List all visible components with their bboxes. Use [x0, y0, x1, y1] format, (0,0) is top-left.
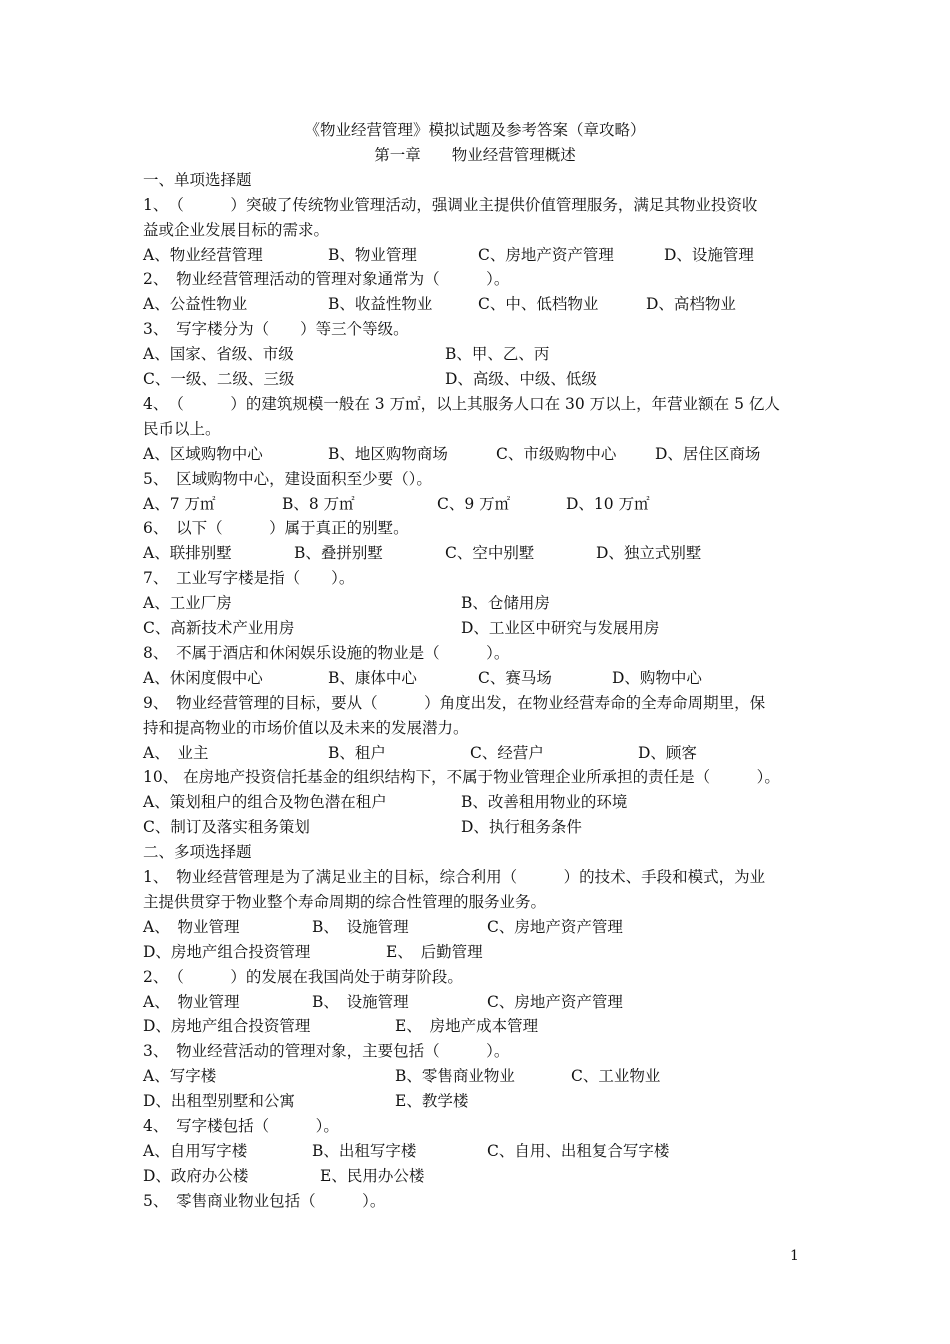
answer-option: C、中、低档物业	[478, 295, 599, 314]
answer-option: D、出租型别墅和公寓	[143, 1092, 295, 1111]
answer-option: C、赛马场	[478, 668, 552, 687]
question-text: 3、 写字楼分为（ ）等三个等级。	[143, 320, 409, 339]
answer-option: B、甲、乙、丙	[445, 345, 550, 364]
question-text: 6、 以下（ ）属于真正的别墅。	[143, 519, 409, 538]
answer-option: B、地区购物商场	[328, 444, 448, 463]
answer-option: D、居住区商场	[655, 444, 761, 463]
answer-option: A、 物业管理	[143, 917, 240, 936]
question-text: 3、 物业经营活动的管理对象，主要包括（ ）。	[143, 1042, 510, 1061]
answer-option: D、房地产组合投资管理	[143, 1017, 311, 1036]
answer-option: D、设施管理	[664, 245, 754, 264]
answer-option: B、 设施管理	[312, 992, 409, 1011]
answer-option: D、高档物业	[646, 295, 736, 314]
answer-option: D、购物中心	[612, 668, 702, 687]
question-text: 8、 不属于酒店和休闲娱乐设施的物业是（ ）。	[143, 643, 510, 662]
answer-option: B、康体中心	[328, 668, 417, 687]
answer-option: A、公益性物业	[143, 295, 248, 314]
answer-option: E、 房地产成本管理	[395, 1017, 539, 1036]
answer-option: D、执行租务条件	[461, 818, 582, 837]
answer-option: C、工业物业	[571, 1067, 661, 1086]
answer-option: D、政府办公楼	[143, 1166, 249, 1185]
answer-option: D、独立式别墅	[596, 544, 702, 563]
question-text: 1、 （ ）突破了传统物业管理活动，强调业主提供价值管理服务，满足其物业投资收	[143, 195, 758, 214]
answer-option: B、8 万㎡	[282, 494, 355, 513]
answer-option: D、房地产组合投资管理	[143, 942, 311, 961]
answer-option: C、经营户	[470, 743, 544, 762]
page-number: 1	[790, 1248, 799, 1264]
question-text: 4、 （ ）的建筑规模一般在 3 万㎡，以上其服务人口在 30 万以上，年营业额在 5 亿人	[143, 394, 780, 413]
answer-option: C、房地产资产管理	[487, 917, 623, 936]
answer-option: E、教学楼	[395, 1092, 469, 1111]
answer-option: B、仓储用房	[461, 594, 550, 613]
answer-option: B、租户	[328, 743, 386, 762]
answer-option: C、一级、二级、三级	[143, 370, 295, 388]
answer-option: A、联排别墅	[143, 544, 232, 563]
question-text: 2、 物业经营管理活动的管理对象通常为（ ）。	[143, 270, 510, 289]
question-text: 7、 工业写字楼是指（ ）。	[143, 569, 355, 588]
answer-option: A、策划租户的组合及物色潜在租户	[143, 793, 387, 812]
answer-option: B、改善租用物业的环境	[461, 793, 628, 812]
question-text: 主提供贯穿于物业整个寿命周期的综合性管理的服务业务。	[143, 892, 547, 911]
question-text: 2、 （ ）的发展在我国尚处于萌芽阶段。	[143, 967, 463, 986]
answer-option: B、叠拼别墅	[294, 544, 383, 563]
answer-option: B、收益性物业	[328, 295, 433, 314]
answer-option: A、休闲度假中心	[143, 668, 263, 687]
answer-option: C、空中别墅	[445, 544, 535, 563]
answer-option: A、7 万㎡	[143, 494, 216, 513]
question-text: 持和提高物业的市场价值以及未来的发展潜力。	[143, 718, 469, 737]
answer-option: A、 业主	[143, 743, 209, 762]
chapter-heading: 第一章 物业经营管理概述	[374, 145, 576, 164]
answer-option: D、高级、中级、低级	[445, 370, 597, 388]
answer-option: B、零售商业物业	[395, 1067, 515, 1086]
answer-option: C、市级购物中心	[496, 444, 617, 463]
question-text: 民币以上。	[143, 419, 221, 438]
question-text: 5、 区域购物中心，建设面积至少要（）。	[143, 469, 432, 488]
answer-option: E、 后勤管理	[386, 942, 483, 961]
section-heading: 一、单项选择题	[143, 170, 252, 189]
answer-option: B、 设施管理	[312, 917, 409, 936]
document-title: 《物业经营管理》模拟试题及参考答案（章攻略）	[304, 121, 646, 139]
answer-option: C、房地产资产管理	[487, 992, 623, 1011]
question-text: 5、 零售商业物业包括（ ）。	[143, 1191, 386, 1210]
question-text: 10、 在房地产投资信托基金的组织结构下，不属于物业管理企业所承担的责任是（ ）。	[143, 768, 780, 787]
answer-option: A、区域购物中心	[143, 444, 263, 463]
answer-option: C、高新技术产业用房	[143, 619, 295, 637]
answer-option: E、民用办公楼	[320, 1166, 425, 1185]
answer-option: A、国家、省级、市级	[143, 345, 294, 364]
answer-option: A、 物业管理	[143, 992, 240, 1011]
answer-option: A、写字楼	[143, 1067, 217, 1086]
answer-option: B、出租写字楼	[312, 1141, 417, 1160]
answer-option: C、房地产资产管理	[478, 245, 614, 264]
answer-option: D、工业区中研究与发展用房	[461, 619, 660, 637]
section-heading: 二、多项选择题	[143, 843, 252, 862]
question-text: 益或企业发展目标的需求。	[143, 220, 330, 239]
question-text: 4、 写字楼包括（ ）。	[143, 1117, 339, 1135]
question-text: 9、 物业经营管理的目标，要从（ ）角度出发，在物业经营寿命的全寿命周期里，保	[143, 693, 766, 712]
answer-option: A、物业经营管理	[143, 245, 263, 264]
answer-option: D、顾客	[638, 743, 697, 762]
answer-option: B、物业管理	[328, 245, 417, 264]
answer-option: C、自用、出租复合写字楼	[487, 1141, 670, 1160]
answer-option: A、自用写字楼	[143, 1141, 248, 1160]
answer-option: C、9 万㎡	[437, 494, 511, 513]
answer-option: C、制订及落实租务策划	[143, 818, 310, 837]
question-text: 1、 物业经营管理是为了满足业主的目标，综合利用（ ）的技术、手段和模式，为业	[143, 868, 766, 886]
answer-option: D、10 万㎡	[566, 494, 650, 513]
answer-option: A、工业厂房	[143, 594, 232, 613]
